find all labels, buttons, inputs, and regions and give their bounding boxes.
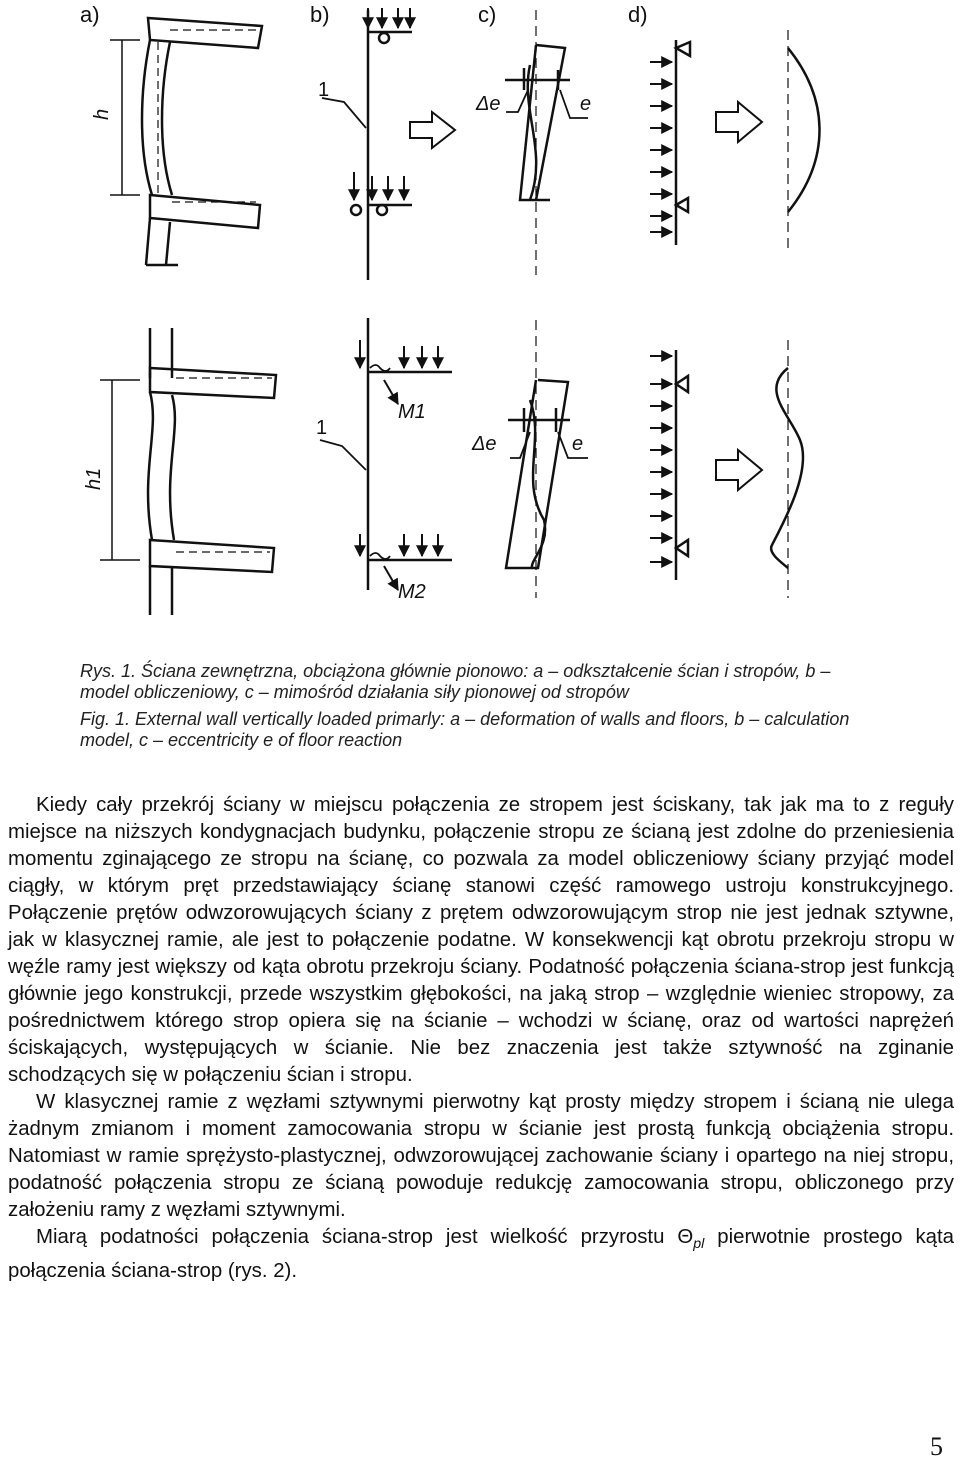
diagram-c-top bbox=[505, 10, 588, 275]
diagram-b-top bbox=[322, 8, 412, 280]
diagram-d-bottom bbox=[650, 340, 803, 598]
label-e-bottom: e bbox=[572, 433, 584, 455]
paragraph-3-end: pierwotnie prostego kąta połączenia ściana-strop (rys. 2). bbox=[8, 1226, 954, 1283]
diagram-c-bottom bbox=[506, 320, 588, 598]
diagram-a-bottom bbox=[100, 328, 276, 615]
label-e-top: e bbox=[580, 93, 592, 115]
label-m1: M1 bbox=[398, 401, 426, 423]
dim-h-label: h bbox=[91, 108, 113, 120]
label-1-bottom: 1 bbox=[316, 417, 328, 439]
label-delta-e-bottom: Δe bbox=[472, 433, 497, 455]
paragraph-3-start: Miarą podatności połączenia ściana-strop jest wielkość przyrostu bbox=[36, 1226, 678, 1248]
figure-caption-pl: Rys. 1. Ściana zewnętrzna, obciążona głównie pionowo: a – odkształcenie ścian i stropów, b – model obliczeniowy, c – mimośród działania siły pionowej od stropów bbox=[80, 661, 831, 702]
label-delta-e-top: Δe bbox=[476, 93, 501, 115]
diagram-d-top bbox=[650, 30, 820, 250]
panel-label-b: b) bbox=[310, 2, 330, 27]
arrow-right-icon bbox=[716, 102, 762, 142]
theta-subscript: pl bbox=[693, 1236, 705, 1253]
page-number: 5 bbox=[930, 1432, 943, 1461]
panel-label-d: d) bbox=[628, 2, 648, 27]
diagram-a-top bbox=[110, 18, 262, 265]
panel-label-c: c) bbox=[478, 2, 497, 27]
panel-label-a: a) bbox=[80, 2, 100, 27]
arrow-right-icon bbox=[716, 450, 762, 490]
theta-symbol: Θ bbox=[677, 1226, 694, 1248]
figure-caption-en: Fig. 1. External wall vertically loaded primarly: a – deformation of walls and floors, b – calculation model, c – eccentricity e of floor reaction bbox=[80, 709, 850, 750]
label-m2: M2 bbox=[398, 581, 426, 603]
label-1-top: 1 bbox=[318, 79, 330, 101]
paragraph-2: W klasycznej ramie z węzłami sztywnymi pierwotny kąt prosty między stropem i ścianą nie ulega żadnym zmianom i moment zamocowania stropu w ścianie jest prostą funkcją obciążenia stropu. Natomiast w ramie sprężysto-plastycznej, odwzorowującej zachowanie ściany i opartego na niej stropu, podatność połączenia stropu ze ścianą powoduje redukcję zamocowania stropu, obliczonego przy założeniu ramy z węzłami sztywnymi. bbox=[8, 1091, 954, 1221]
paragraph-3 bbox=[8, 1224, 954, 1285]
dim-h1-label: h1 bbox=[83, 467, 105, 490]
arrow-right-icon bbox=[410, 112, 455, 148]
body-text bbox=[8, 792, 954, 1285]
paragraph-1: Kiedy cały przekrój ściany w miejscu połączenia ze stropem jest ściskany, tak jak ma to z reguły miejsce na niższych kondygnacjach budynku, połączenie stropu ze ścianą jest zdolne do przeniesienia momentu zginającego ze stropu na ścianę, co pozwala za model obliczeniowy ściany przyjąć model ciągły, w którym pręt przedstawiający ścianę stanowi część ramowego ustroju konstrukcyjnego. Połączenie prętów odwzorowujących ściany z prętem odwzorowującym strop nie jest jednak sztywne, jak w klasycznej ramie, ale jest to połączenie podatne. W konsekwencji kąt obrotu przekroju stropu w węźle ramy jest większy od kąta obrotu przekroju ściany. Podatność połączenia ściana-strop jest funkcją głównie jego konstrukcji, przede wszystkim głębokości, na jaką strop – względnie wieniec stropowy, za pośrednictwem którego strop opiera się na ścianie – wchodzi w ścianę, oraz od wartości naprężeń ściskających, występujących w ścianie. Nie bez znaczenia jest także sztywność na zginanie schodzących się w połączeniu ścian i stropu. bbox=[8, 794, 954, 1086]
figure-1 bbox=[0, 0, 960, 640]
diagram-b-bottom bbox=[320, 318, 452, 590]
